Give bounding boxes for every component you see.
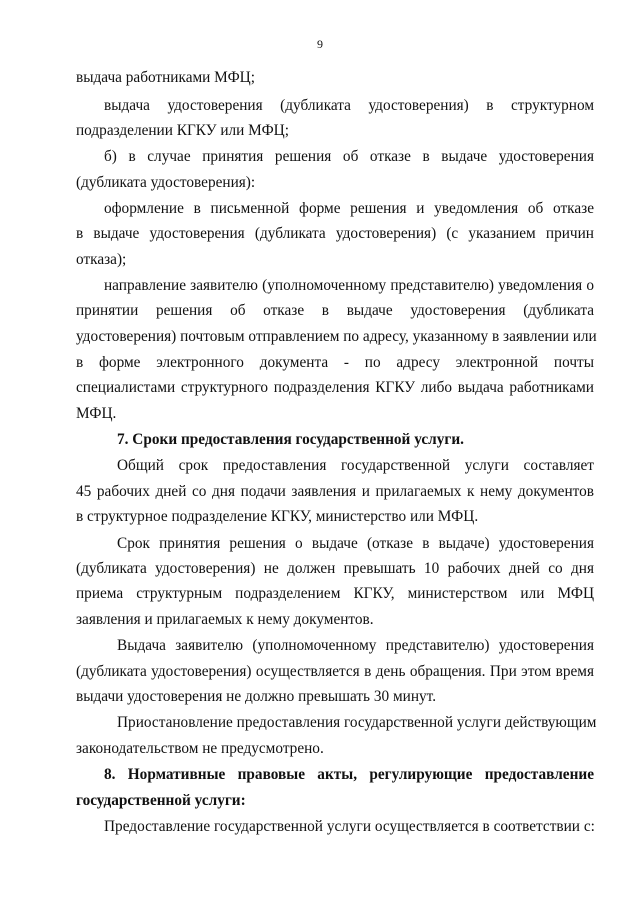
- text-line: законодательством не предусмотрено.: [76, 740, 324, 757]
- section-heading: 8. Нормативные правовые акты, регулирующие предоставление: [104, 766, 594, 783]
- text-line: направление заявителю (уполномоченному представителю) уведомления о: [104, 277, 594, 294]
- section-heading: 7. Сроки предоставления государственной услуги.: [117, 431, 464, 448]
- text-line: (дубликата удостоверения) осуществляется в день обращения. При этом время: [76, 663, 594, 680]
- text-line: б) в случае принятия решения об отказе в выдаче удостоверения: [104, 148, 594, 165]
- text-line: Приостановление предоставления государственной услуги действующим: [117, 714, 597, 731]
- text-line: в выдаче удостоверения (дубликата удостоверения) (с указанием причин: [76, 225, 594, 242]
- text-line: оформление в письменной форме решения и уведомления об отказе: [104, 200, 594, 217]
- text-line: (дубликата удостоверения) не должен превышать 10 рабочих дней со дня: [76, 560, 594, 577]
- text-line: (дубликата удостоверения):: [76, 174, 256, 191]
- text-line: Общий срок предоставления государственной услуги составляет: [117, 457, 594, 474]
- text-line: выдачи удостоверения не должно превышать 30 минут.: [76, 688, 437, 705]
- text-line: принятии решения об отказе в выдаче удостоверения (дубликата: [76, 302, 594, 319]
- text-line: выдача работниками МФЦ;: [76, 69, 255, 86]
- text-line: Выдача заявителю (уполномоченному представителю) удостоверения: [117, 637, 594, 654]
- text-line: специалистами структурного подразделения КГКУ либо выдача работниками: [76, 379, 594, 396]
- text-line: в структурное подразделение КГКУ, министерство или МФЦ.: [76, 508, 479, 525]
- text-line: 45 рабочих дней со дня подачи заявления и прилагаемых к нему документов: [76, 483, 594, 500]
- text-line: МФЦ.: [76, 405, 117, 422]
- text-line: заявления и прилагаемых к нему документов.: [76, 611, 374, 628]
- text-line: отказа);: [76, 251, 127, 268]
- text-line: Предоставление государственной услуги осуществляется в соответствии с:: [104, 818, 595, 835]
- section-heading-continuation: государственной услуги:: [76, 792, 246, 809]
- text-line: в форме электронного документа - по адресу электронной почты: [76, 354, 594, 371]
- text-line: подразделении КГКУ или МФЦ;: [76, 122, 289, 139]
- text-line: удостоверения) почтовым отправлением по адресу, указанному в заявлении или: [76, 328, 597, 345]
- page-number: 9: [317, 37, 323, 51]
- text-line: выдача удостоверения (дубликата удостоверения) в структурном: [104, 97, 594, 114]
- text-line: приема структурным подразделением КГКУ, министерством или МФЦ: [76, 585, 594, 602]
- text-line: Срок принятия решения о выдаче (отказе в выдаче) удостоверения: [117, 535, 594, 552]
